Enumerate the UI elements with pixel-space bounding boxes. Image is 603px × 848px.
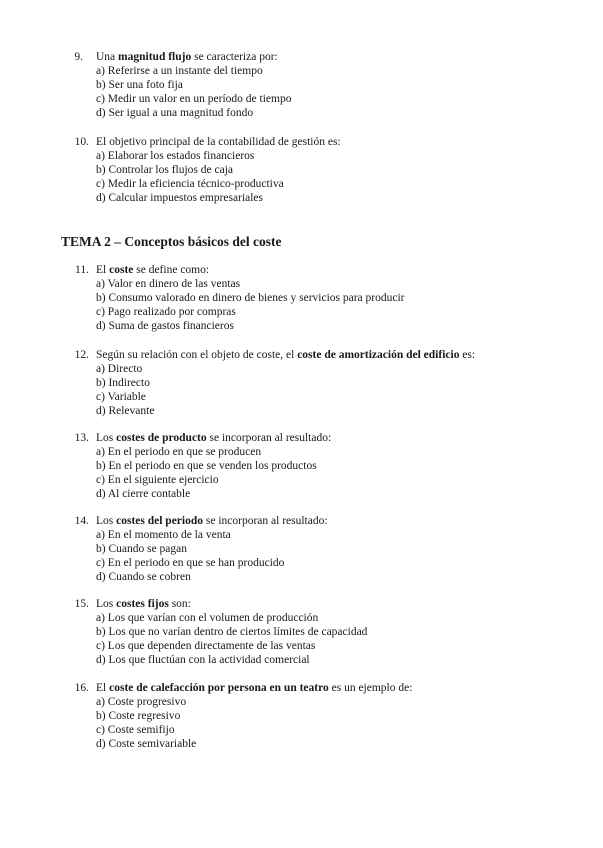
section-title: TEMA 2 – Conceptos básicos del coste	[61, 234, 282, 249]
question-text	[96, 597, 191, 611]
answer-option: d) Ser igual a una magnitud fondo	[96, 107, 254, 119]
question-keyword: costes del periodo	[116, 515, 204, 527]
answer-option: c) Los que dependen directamente de las ventas	[96, 640, 316, 652]
answer-option: b) Cuando se pagan	[96, 543, 188, 555]
answer-option: a) Referirse a un instante del tiempo	[96, 65, 263, 77]
question-item	[0, 263, 603, 333]
question-item	[0, 431, 603, 501]
question-stem	[0, 135, 603, 149]
question-text	[96, 263, 209, 277]
question-number: 12.	[74, 349, 89, 361]
question-number: 13.	[74, 432, 89, 444]
answer-option: b) Los que no varían dentro de ciertos límites de capacidad	[96, 626, 368, 638]
question-keyword: coste de amortización del edificio	[297, 349, 460, 361]
answer-option: d) Relevante	[96, 405, 155, 417]
question-text-part: Los	[96, 515, 117, 527]
question-item	[0, 681, 603, 751]
question-stem	[0, 263, 603, 277]
question-keyword: coste de calefacción por persona en un teatro	[109, 682, 329, 694]
answer-option: d) Cuando se cobren	[96, 571, 191, 583]
question-number: 9.	[74, 51, 83, 63]
answer-option: d) Los que fluctúan con la actividad comercial	[96, 654, 310, 666]
answer-option: c) Variable	[96, 391, 146, 403]
question-item	[0, 50, 603, 120]
question-number: 11.	[75, 264, 89, 276]
answer-option: c) En el periodo en que se han producido	[96, 557, 285, 569]
question-item	[0, 597, 603, 667]
answer-option: d) Coste semivariable	[96, 738, 197, 750]
question-stem	[0, 431, 603, 445]
question-text-part: se caracteriza por:	[191, 51, 278, 63]
answer-option: b) Consumo valorado en dinero de bienes y servicios para producir	[96, 292, 405, 304]
answer-option: d) Calcular impuestos empresariales	[96, 192, 264, 204]
question-text-part: son:	[168, 598, 191, 610]
answer-option: c) En el siguiente ejercicio	[96, 474, 219, 486]
answer-option: b) Ser una foto fija	[96, 79, 183, 91]
question-number: 15.	[74, 598, 89, 610]
question-stem	[0, 681, 603, 695]
answer-option: a) Valor en dinero de las ventas	[96, 278, 241, 290]
question-text-part: es un ejemplo de:	[328, 682, 413, 694]
question-text	[96, 135, 341, 149]
question-text-part: El	[96, 682, 110, 694]
question-text	[96, 50, 278, 64]
question-text	[96, 348, 475, 362]
question-text-part: Los	[96, 432, 117, 444]
question-number: 14.	[74, 515, 89, 527]
question-number: 16.	[74, 682, 89, 694]
question-text-part: se incorporan al resultado:	[206, 432, 332, 444]
answer-option: b) Coste regresivo	[96, 710, 181, 722]
question-text-part: Una	[96, 51, 119, 63]
question-text	[96, 431, 331, 445]
question-stem	[0, 348, 603, 362]
answer-option: b) Controlar los flujos de caja	[96, 164, 234, 176]
question-item	[0, 135, 603, 205]
question-text-part: Según su relación con el objeto de coste, el	[96, 349, 298, 361]
question-stem	[0, 597, 603, 611]
answer-option: c) Pago realizado por compras	[96, 306, 236, 318]
question-item	[0, 514, 603, 584]
question-keyword: costes fijos	[116, 598, 169, 610]
answer-option: a) En el periodo en que se producen	[96, 446, 262, 458]
question-keyword: magnitud flujo	[118, 51, 192, 63]
question-text-part: Los	[96, 598, 117, 610]
answer-option: a) En el momento de la venta	[96, 529, 231, 541]
question-stem	[0, 50, 603, 64]
answer-option: a) Elaborar los estados financieros	[96, 150, 255, 162]
answer-option: d) Al cierre contable	[96, 488, 191, 500]
question-keyword: costes de producto	[116, 432, 207, 444]
question-keyword: coste	[109, 264, 134, 276]
question-text	[96, 514, 328, 528]
question-text-part: El objetivo principal de la contabilidad de gestión es:	[96, 136, 341, 148]
answer-option: b) Indirecto	[96, 377, 150, 389]
answer-option: a) Coste progresivo	[96, 696, 187, 708]
answer-option: a) Los que varían con el volumen de producción	[96, 612, 319, 624]
question-stem	[0, 514, 603, 528]
answer-option: d) Suma de gastos financieros	[96, 320, 234, 332]
question-text-part: El	[96, 264, 110, 276]
question-item	[0, 348, 603, 418]
answer-option: c) Medir un valor en un período de tiempo	[96, 93, 292, 105]
question-text-part: es:	[459, 349, 476, 361]
answer-option: c) Medir la eficiencia técnico-productiva	[96, 178, 284, 190]
question-text-part: se incorporan al resultado:	[203, 515, 328, 527]
question-text-part: se define como:	[133, 264, 210, 276]
answer-option: c) Coste semifijo	[96, 724, 175, 736]
question-text	[96, 681, 412, 695]
answer-option: a) Directo	[96, 363, 143, 375]
answer-option: b) En el periodo en que se venden los productos	[96, 460, 317, 472]
question-number: 10.	[74, 136, 89, 148]
